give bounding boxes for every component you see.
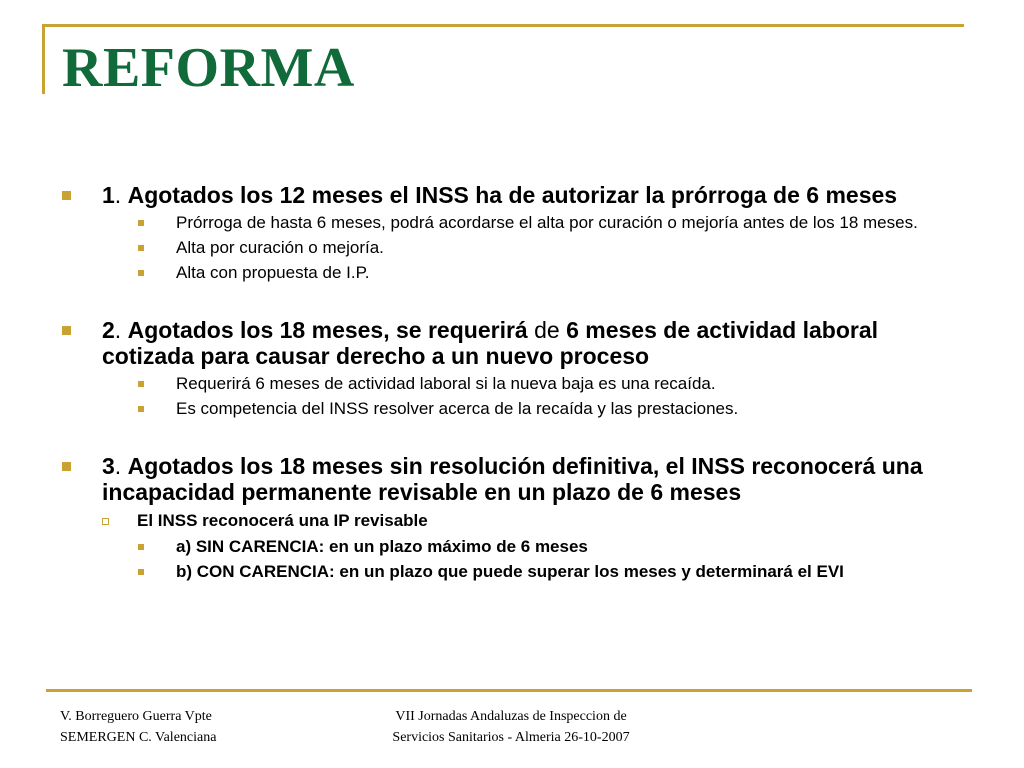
sub-bullet-text: Alta con propuesta de I.P. — [176, 263, 370, 282]
square-bullet-icon — [138, 406, 144, 412]
item-text-a: Agotados los 18 meses, se requerirá — [127, 317, 528, 343]
bullet-item-3: 3. Agotados los 18 meses sin resolución definitiva, el INSS reconocerá una incapacidad permanente revisable en un plazo de 6 meses — [62, 453, 962, 505]
sub-bullet — [62, 374, 962, 394]
square-bullet-icon — [138, 270, 144, 276]
slide-content — [62, 182, 962, 582]
sub-bullet — [62, 238, 962, 258]
item-text-b: de — [534, 317, 560, 343]
item-number: 1 — [102, 182, 115, 208]
bullet-item-2: 2. Agotados los 18 meses, se requerirá de 6 meses de actividad laboral cotizada para causar derecho a un nuevo proceso — [62, 317, 962, 369]
sub-bullet — [62, 263, 962, 283]
left-frame-line — [42, 24, 45, 94]
square-bullet-icon — [62, 462, 71, 471]
square-bullet-icon — [138, 569, 144, 575]
item-text: Agotados los 18 meses sin resolución definitiva, el INSS reconocerá una incapacidad permanente revisable en un plazo de 6 meses — [102, 453, 923, 505]
top-frame-line — [42, 24, 964, 27]
item-text-c: 6 meses de actividad laboral cotizada para causar derecho a un nuevo proceso — [102, 317, 879, 369]
sub-bullet — [62, 213, 962, 233]
sub-bullet — [62, 562, 962, 582]
square-bullet-icon — [138, 245, 144, 251]
sub-bullet-text: a) SIN CARENCIA: en un plazo máximo de 6 meses — [176, 537, 588, 556]
sub-bullet-text: Requerirá 6 meses de actividad laboral si la nueva baja es una recaída. — [176, 374, 716, 393]
footer-author-line2: SEMERGEN C. Valenciana — [60, 730, 217, 745]
sub-bullet-text: Prórroga de hasta 6 meses, podrá acordarse el alta por curación o mejoría antes de los 18 meses. — [176, 213, 918, 232]
item-number: 3 — [102, 453, 115, 479]
footer-divider — [46, 689, 972, 692]
hollow-square-bullet-icon — [102, 518, 109, 525]
square-bullet-icon — [138, 544, 144, 550]
slide-title: REFORMA — [62, 37, 355, 99]
footer-author — [60, 706, 216, 748]
footer-author-line1: V. Borreguero Guerra Vpte — [60, 709, 212, 724]
sub-bullet — [62, 399, 962, 419]
square-bullet-icon — [138, 381, 144, 387]
footer-event-line1: VII Jornadas Andaluzas de Inspeccion de — [395, 709, 627, 724]
square-bullet-icon — [138, 220, 144, 226]
sub-heading — [62, 511, 962, 531]
sub-bullet-text: Alta por curación o mejoría. — [176, 238, 384, 257]
sub-bullet-text: b) CON CARENCIA: en un plazo que puede superar los meses y determinará el EVI — [176, 562, 844, 581]
footer-event — [356, 706, 666, 748]
square-bullet-icon — [62, 191, 71, 200]
bullet-item-1: 1. Agotados los 12 meses el INSS ha de autorizar la prórroga de 6 meses — [62, 182, 962, 208]
item-number: 2 — [102, 317, 115, 343]
footer-event-line2: Servicios Sanitarios - Almeria 26-10-2007 — [392, 730, 630, 745]
sub-heading-text: El INSS reconocerá una IP revisable — [137, 511, 428, 530]
sub-bullet — [62, 537, 962, 557]
sub-bullet-text: Es competencia del INSS resolver acerca de la recaída y las prestaciones. — [176, 399, 739, 418]
square-bullet-icon — [62, 326, 71, 335]
item-text: Agotados los 12 meses el INSS ha de autorizar la prórroga de 6 meses — [127, 182, 898, 208]
